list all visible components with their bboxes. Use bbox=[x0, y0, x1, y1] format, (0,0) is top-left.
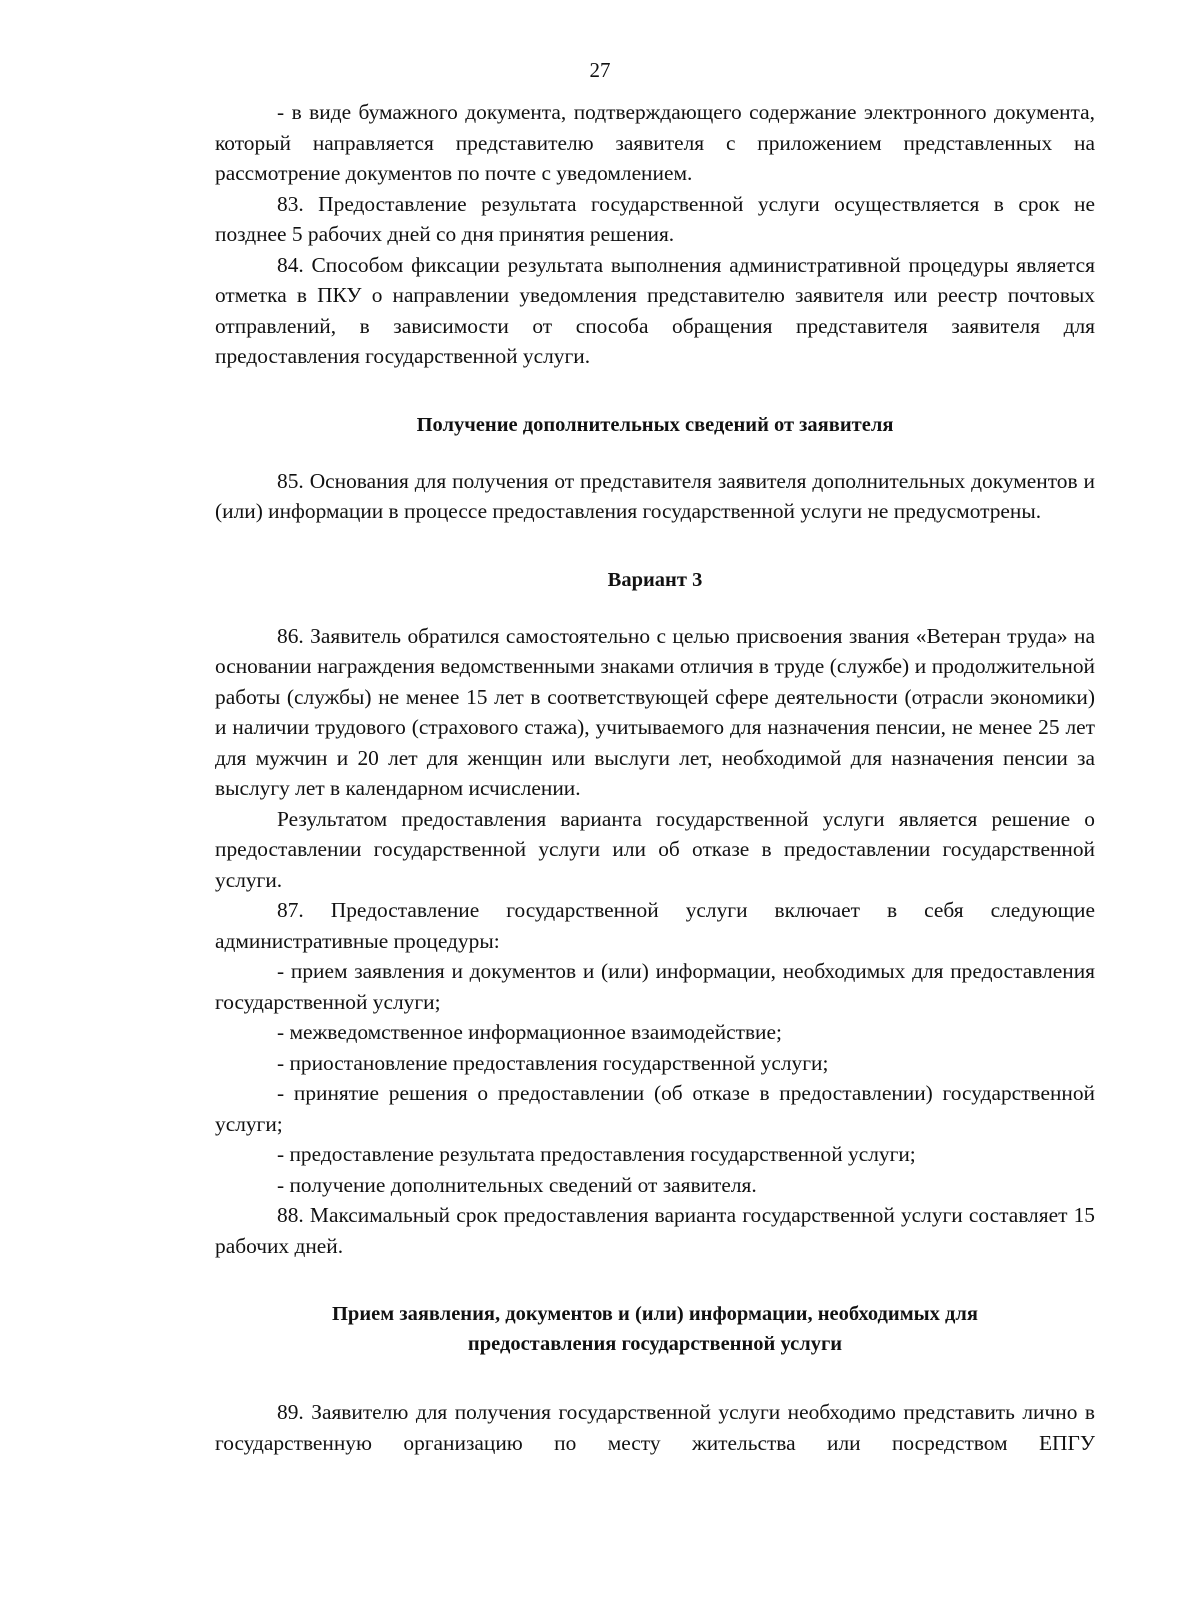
paragraph-delivery-paper: - в виде бумажного документа, подтверждающего содержание электронного документа, который направляется представителю заявителя с приложением представленных на рассмотрение документов по почте с уведомлением. bbox=[215, 100, 1095, 185]
paragraph-87: 87. Предоставление государственной услуги включает в себя следующие административные процедуры: bbox=[215, 898, 1095, 953]
list-item: - приостановление предоставления государственной услуги; bbox=[277, 1050, 829, 1075]
list-item: - получение дополнительных сведений от заявителя. bbox=[277, 1172, 757, 1197]
paragraph-89: 89. Заявителю для получения государственной услуги необходимо представить лично в государственную организацию по месту жительства или посредством ЕПГУ bbox=[215, 1400, 1095, 1455]
list-item: - предоставление результата предоставления государственной услуги; bbox=[277, 1142, 916, 1166]
paragraph-86: 86. Заявитель обратился самостоятельно с целью присвоения звания «Ветеран труда» на основании награждения ведомственными знаками отличия в труде (службе) и продолжительной работы (службы) не менее 15 лет в соответствующей сфере деятельности (отрасли экономики) и наличии трудового (страхового стажа), учитываемого для назначения пенсии, не менее 25 лет для мужчин и 20 лет для женщин или выслуги лет, необходимой для назначения пенсии за выслугу лет в календарном исчислении. bbox=[215, 623, 1095, 800]
section-heading-variant-3: Вариант 3 bbox=[607, 568, 703, 591]
paragraph-85: 85. Основания для получения от представителя заявителя дополнительных документов и (или) информации в процессе предоставления государственной услуги не предусмотрены. bbox=[215, 468, 1095, 523]
paragraph-84: 84. Способом фиксации результата выполнения административной процедуры является отметка в ПКУ о направлении уведомления представителю заявителя или реестр почтовых отправлений, в зависимости от способа обращения представителя заявителя для предоставления государственной услуги. bbox=[215, 252, 1095, 368]
list-item: - принятие решения о предоставлении (об отказе в предоставлении) государственной услуги; bbox=[215, 1081, 1095, 1136]
list-item: - межведомственное информационное взаимодействие; bbox=[277, 1020, 782, 1044]
paragraph-83: 83. Предоставление результата государственной услуги осуществляется в срок не позднее 5 рабочих дней со дня принятия решения. bbox=[215, 191, 1095, 246]
paragraph-86-result: Результатом предоставления варианта государственной услуги является решение о предоставлении государственной услуги или об отказе в предоставлении государственной услуги. bbox=[215, 806, 1095, 892]
section-heading-application-intake bbox=[215, 1299, 1095, 1359]
page-number: 27 bbox=[589, 58, 611, 82]
section-heading-line-2: предоставления государственной услуги bbox=[467, 1333, 843, 1355]
list-item: - прием заявления и документов и (или) информации, необходимых для предоставления государственной услуги; bbox=[215, 959, 1095, 1014]
section-heading-line-1: Прием заявления, документов и (или) информации, необходимых для bbox=[331, 1303, 978, 1325]
section-heading-additional-info: Получение дополнительных сведений от заявителя bbox=[416, 413, 894, 436]
document-body bbox=[215, 97, 1095, 1458]
paragraph-88: 88. Максимальный срок предоставления варианта государственной услуги составляет 15 рабочих дней. bbox=[215, 1203, 1095, 1258]
